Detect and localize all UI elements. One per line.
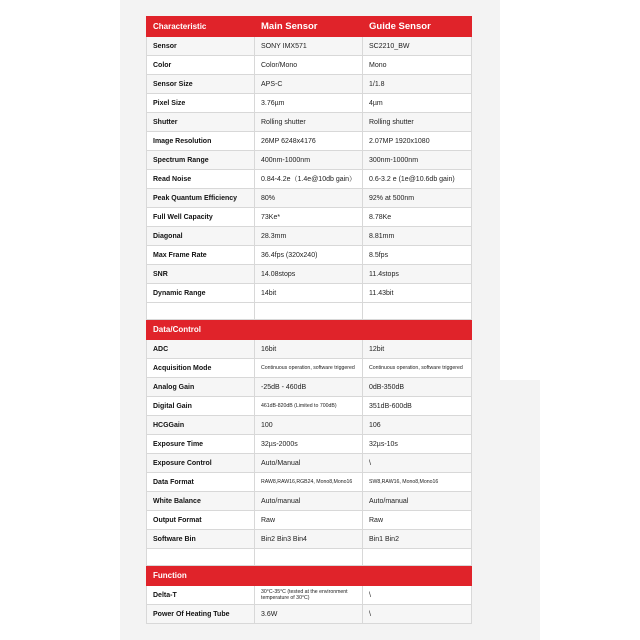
spec-label: HCGGain	[147, 416, 255, 435]
guide-sensor-value: 106	[363, 416, 472, 435]
guide-sensor-value: \	[363, 586, 472, 605]
guide-sensor-value: Raw	[363, 511, 472, 530]
main-sensor-value: 3.6W	[255, 605, 363, 624]
main-sensor-value: APS-C	[255, 75, 363, 94]
guide-sensor-value: SW8,RAW16, Mono8,Mono16	[363, 473, 472, 492]
section-title-function: Function	[147, 566, 472, 586]
spec-row	[147, 227, 472, 246]
spec-label: Peak Quantum Efficiency	[147, 189, 255, 208]
spec-label: Sensor	[147, 37, 255, 56]
main-sensor-value: 80%	[255, 189, 363, 208]
spec-row	[147, 132, 472, 151]
spec-row	[147, 586, 472, 605]
guide-sensor-value: Continuous operation, software triggered	[363, 359, 472, 378]
guide-sensor-value: Auto/manual	[363, 492, 472, 511]
spec-row	[147, 359, 472, 378]
main-sensor-value: 26MP 6248x4176	[255, 132, 363, 151]
spec-row	[147, 37, 472, 56]
spec-label: Power Of Heating Tube	[147, 605, 255, 624]
spec-label: Image Resolution	[147, 132, 255, 151]
spec-row	[147, 473, 472, 492]
spec-label: Max Frame Rate	[147, 246, 255, 265]
guide-sensor-value: \	[363, 605, 472, 624]
main-sensor-value: -25dB - 460dB	[255, 378, 363, 397]
guide-sensor-value: 0.6-3.2 e (1e@10.6db gain)	[363, 170, 472, 189]
spec-label: Acquisition Mode	[147, 359, 255, 378]
spec-label: Exposure Time	[147, 435, 255, 454]
spacer-cell	[363, 549, 472, 566]
spec-label: Software Bin	[147, 530, 255, 549]
spec-label: Delta-T	[147, 586, 255, 605]
spec-row	[147, 208, 472, 227]
main-sensor-value: RAW8,RAW16,RGB24, Mono8,Mono16	[255, 473, 363, 492]
guide-sensor-value: 0dB-350dB	[363, 378, 472, 397]
spec-label: Data Format	[147, 473, 255, 492]
guide-sensor-value: Bin1 Bin2	[363, 530, 472, 549]
spec-row	[147, 56, 472, 75]
spacer-cell	[255, 549, 363, 566]
main-sensor-value: 28.3mm	[255, 227, 363, 246]
spec-row	[147, 416, 472, 435]
guide-sensor-value: Mono	[363, 56, 472, 75]
spacer-cell	[147, 303, 255, 320]
section-title-data-control-row	[147, 320, 472, 340]
header-main-sensor: Main Sensor	[255, 17, 363, 37]
section-header-row	[147, 17, 472, 37]
spec-row	[147, 246, 472, 265]
spec-table-body	[147, 17, 472, 624]
main-sensor-value: Raw	[255, 511, 363, 530]
spec-label: Analog Gain	[147, 378, 255, 397]
guide-sensor-value: 11.4stops	[363, 265, 472, 284]
main-sensor-value: 0.84-4.2e（1.4e@10db gain）	[255, 170, 363, 189]
spec-label: Digital Gain	[147, 397, 255, 416]
main-sensor-value: 16bit	[255, 340, 363, 359]
spec-row	[147, 189, 472, 208]
guide-sensor-value: 32µs-10s	[363, 435, 472, 454]
guide-sensor-value: 8.78Ke	[363, 208, 472, 227]
spec-sheet	[146, 16, 471, 624]
spacer-cell	[255, 303, 363, 320]
spec-label: Color	[147, 56, 255, 75]
guide-sensor-value: 1/1.8	[363, 75, 472, 94]
main-sensor-value: Color/Mono	[255, 56, 363, 75]
guide-sensor-value: Rolling shutter	[363, 113, 472, 132]
main-sensor-value: 32µs-2000s	[255, 435, 363, 454]
spec-label: Diagonal	[147, 227, 255, 246]
spec-row	[147, 151, 472, 170]
main-sensor-value: Auto/Manual	[255, 454, 363, 473]
guide-sensor-value: \	[363, 454, 472, 473]
spec-label: Spectrum Range	[147, 151, 255, 170]
guide-sensor-value: SC2210_BW	[363, 37, 472, 56]
guide-sensor-value: 8.81mm	[363, 227, 472, 246]
spec-row	[147, 454, 472, 473]
background-panel-right	[478, 380, 540, 640]
main-sensor-value: Rolling shutter	[255, 113, 363, 132]
spec-label: Full Well Capacity	[147, 208, 255, 227]
guide-sensor-value: 351dB-600dB	[363, 397, 472, 416]
guide-sensor-value: 8.5fps	[363, 246, 472, 265]
spec-row	[147, 265, 472, 284]
spec-row	[147, 340, 472, 359]
header-guide-sensor: Guide Sensor	[363, 17, 472, 37]
spec-label: Output Format	[147, 511, 255, 530]
spec-label: Exposure Control	[147, 454, 255, 473]
spacer-row	[147, 549, 472, 566]
spec-table	[146, 16, 472, 624]
main-sensor-value: 400nm-1000nm	[255, 151, 363, 170]
spec-row	[147, 75, 472, 94]
header-characteristic: Characteristic	[147, 17, 255, 37]
spacer-cell	[363, 303, 472, 320]
spec-label: Dynamic Range	[147, 284, 255, 303]
guide-sensor-value: 11.43bit	[363, 284, 472, 303]
spec-row	[147, 170, 472, 189]
guide-sensor-value: 12bit	[363, 340, 472, 359]
spec-label: Read Noise	[147, 170, 255, 189]
main-sensor-value: Bin2 Bin3 Bin4	[255, 530, 363, 549]
main-sensor-value: 100	[255, 416, 363, 435]
spec-row	[147, 113, 472, 132]
spec-row	[147, 435, 472, 454]
spec-label: Pixel Size	[147, 94, 255, 113]
section-title-data-control: Data/Control	[147, 320, 472, 340]
main-sensor-value: SONY IMX571	[255, 37, 363, 56]
spec-row	[147, 94, 472, 113]
main-sensor-value: Continuous operation, software triggered	[255, 359, 363, 378]
guide-sensor-value: 300nm-1000nm	[363, 151, 472, 170]
spec-row	[147, 530, 472, 549]
guide-sensor-value: 2.07MP 1920x1080	[363, 132, 472, 151]
main-sensor-value: Auto/manual	[255, 492, 363, 511]
spec-row	[147, 378, 472, 397]
section-title-function-row	[147, 566, 472, 586]
spec-row	[147, 511, 472, 530]
spec-label: ADC	[147, 340, 255, 359]
spec-row	[147, 605, 472, 624]
main-sensor-value: 461dB-820dB (Limited to 700dB)	[255, 397, 363, 416]
spec-label: Sensor Size	[147, 75, 255, 94]
spacer-row	[147, 303, 472, 320]
guide-sensor-value: 4µm	[363, 94, 472, 113]
spec-row	[147, 492, 472, 511]
spec-row	[147, 397, 472, 416]
main-sensor-value: 14bit	[255, 284, 363, 303]
main-sensor-value: 14.08stops	[255, 265, 363, 284]
spec-label: Shutter	[147, 113, 255, 132]
spec-row	[147, 284, 472, 303]
main-sensor-value: 73Ke*	[255, 208, 363, 227]
guide-sensor-value: 92% at 500nm	[363, 189, 472, 208]
main-sensor-value: 36.4fps (320x240)	[255, 246, 363, 265]
spec-label: SNR	[147, 265, 255, 284]
main-sensor-value: 3.76µm	[255, 94, 363, 113]
main-sensor-value: 30°C-35°C (tested at the environment temperature of 30°C)	[255, 586, 363, 605]
spec-label: White Balance	[147, 492, 255, 511]
spacer-cell	[147, 549, 255, 566]
